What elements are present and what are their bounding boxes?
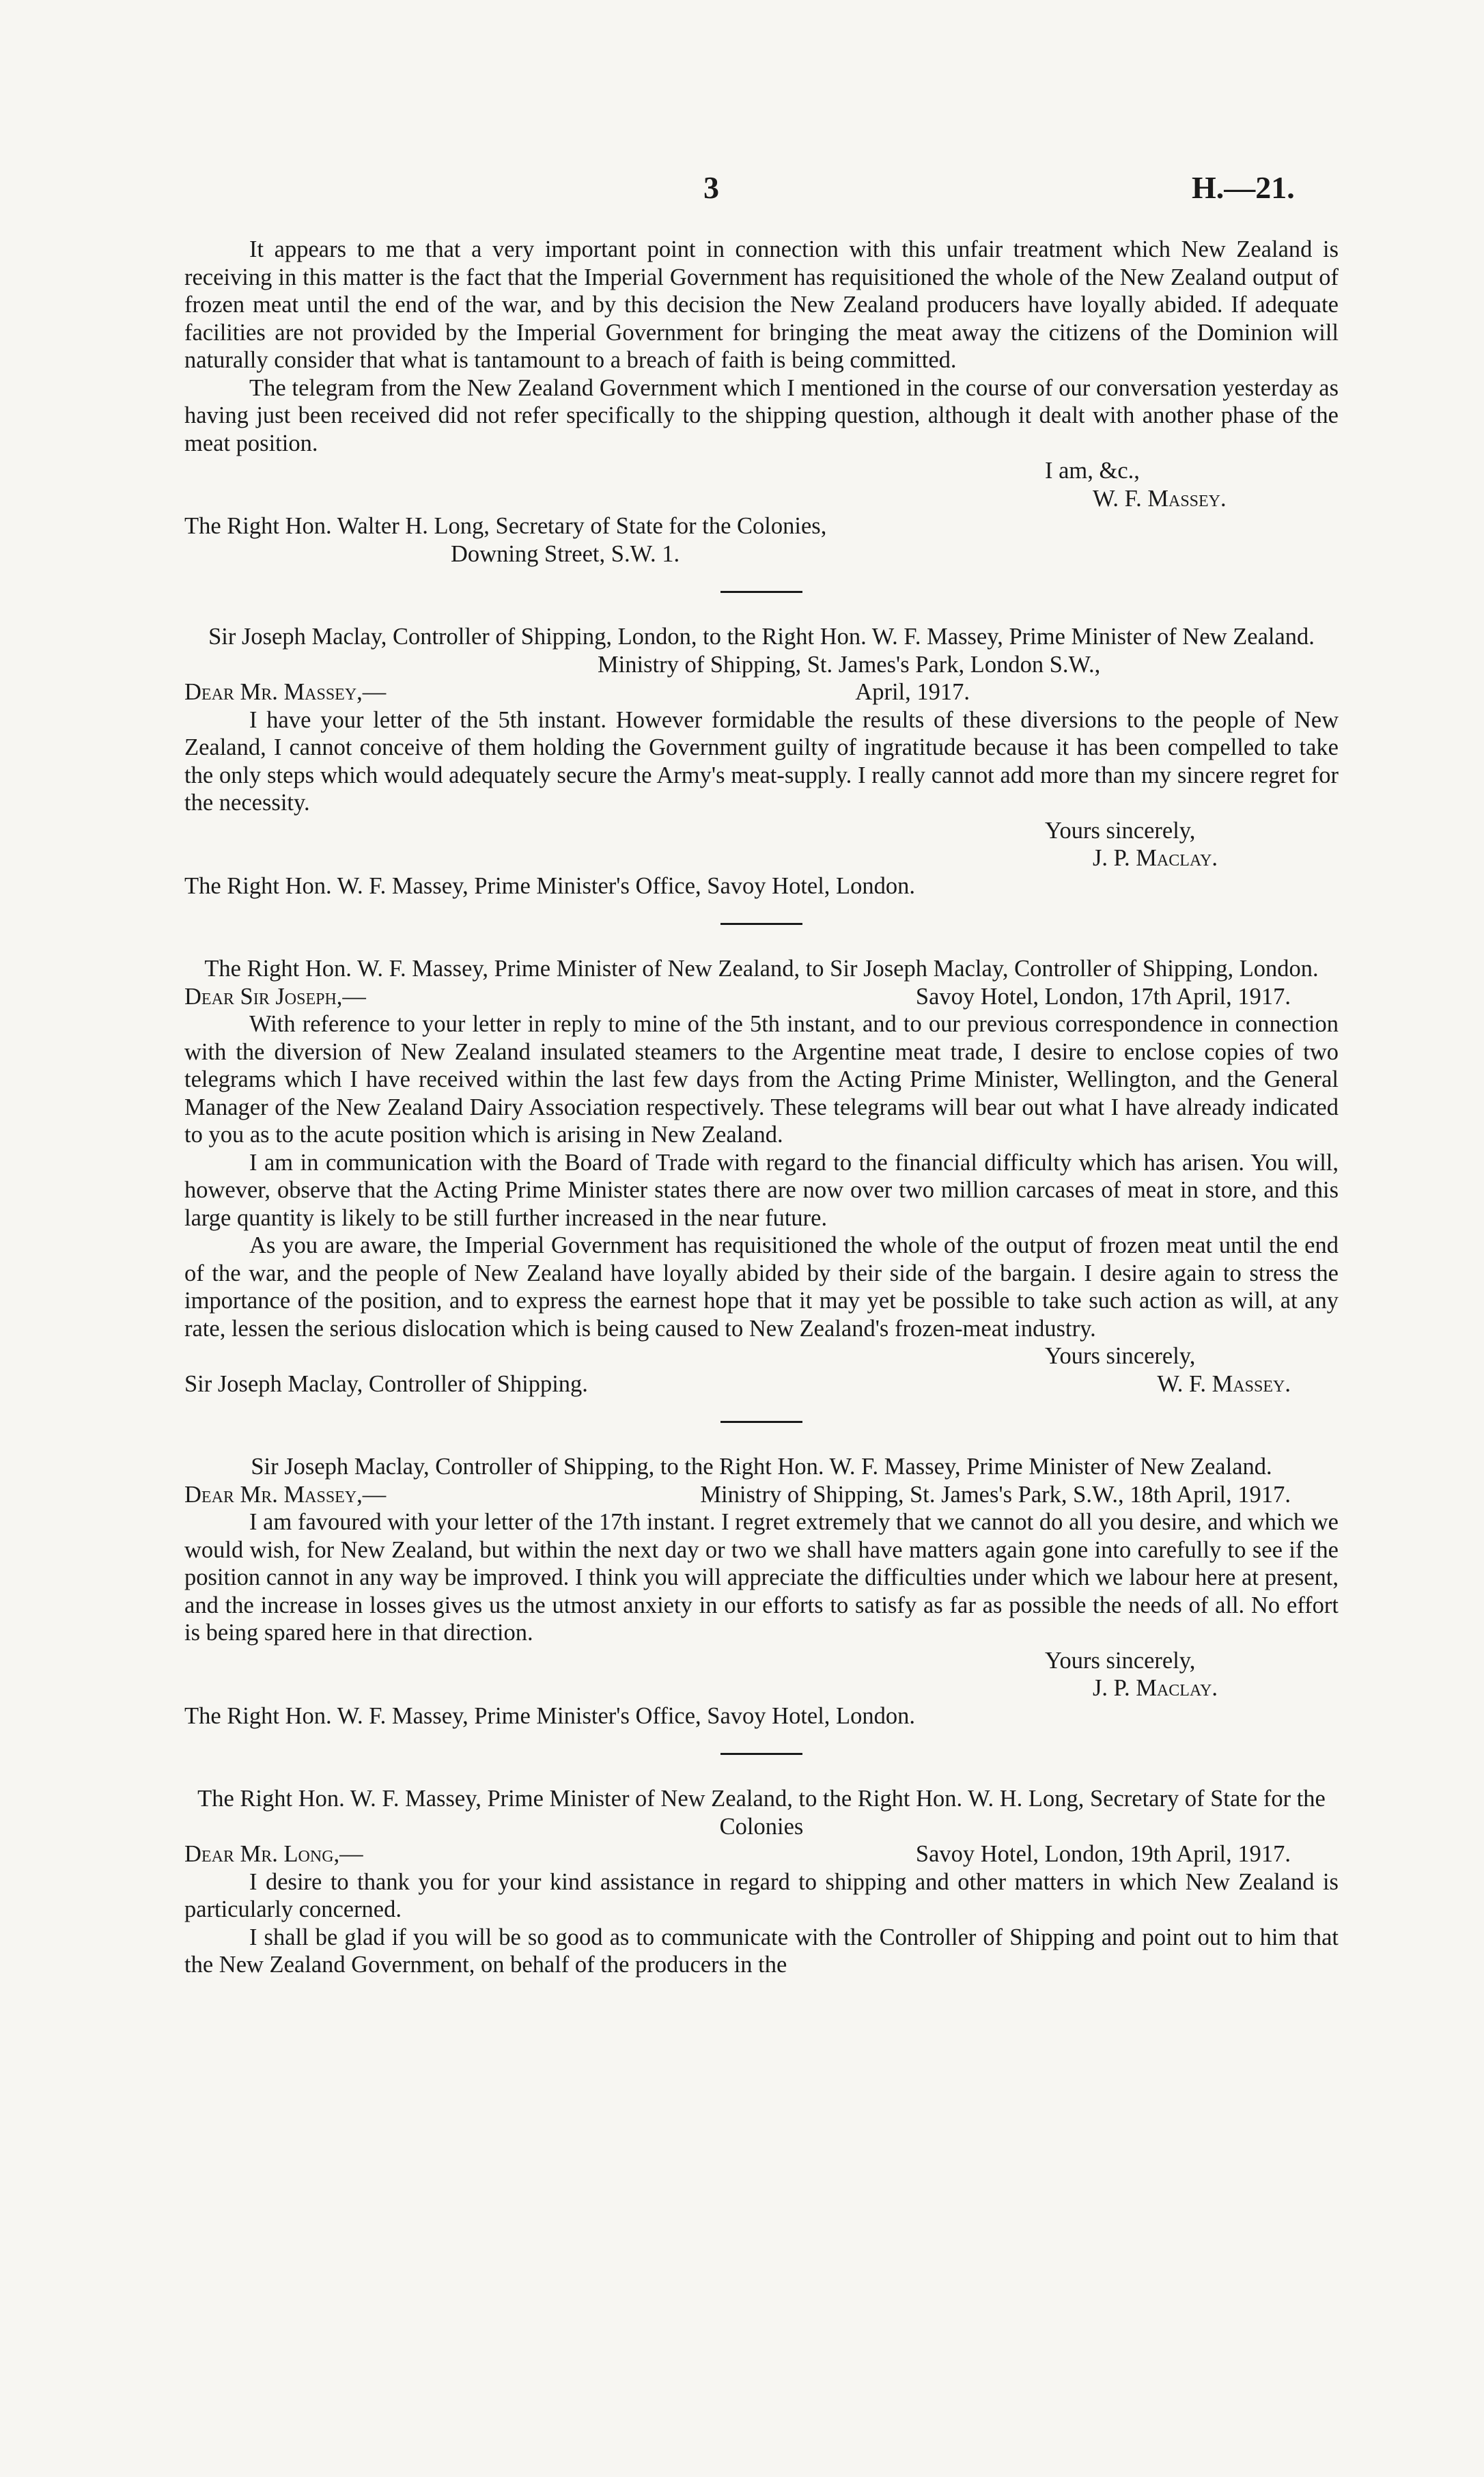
addressee-line: Downing Street, S.W. 1. [451, 540, 680, 567]
paragraph: It appears to me that a very important point in connection with this unfair treatment which New Zealand is receiving in this matter is the fact that the Imperial Government has requisitioned the whole of the New Zealand output of frozen meat until the end of the war, and by this decision the New Zealand producers have loyally abided. If adequate facilities are not provided by the Imperial Government for bringing the meat away the citizens of the Dominion will naturally consider that what is tantamount to a breach of faith is being committed. [184, 236, 1339, 373]
signature: J. P. Maclay. [1093, 1675, 1218, 1701]
letter-dateline: Savoy Hotel, London, 17th April, 1917. [915, 983, 1291, 1010]
paragraph: I have your letter of the 5th instant. However formidable the results of these diversions to the people of New Zealand, I cannot conceive of them holding the Government guilty of ingratitude because it has been compelled to take the only steps which would adequately secure the Army's meat-supply. I really cannot add more than my sincere regret for the necessity. [184, 706, 1339, 816]
addressee-line: The Right Hon. W. F. Massey, Prime Minister's Office, Savoy Hotel, London. [184, 1702, 916, 1729]
section-divider [720, 923, 802, 925]
letter-dateline: Ministry of Shipping, St. James's Park, S.W., 18th April, 1917. [700, 1481, 1291, 1508]
signature: W. F. Massey. [1093, 485, 1227, 512]
salutation: Dear Mr. Massey,— [184, 1481, 387, 1508]
letter-maclay-to-massey-18th [184, 1453, 1339, 1730]
section-divider [720, 1421, 802, 1423]
signature: J. P. Maclay. [1093, 845, 1218, 871]
paragraph: I am favoured with your letter of the 17th instant. I regret extremely that we cannot do all you desire, and which we would wish, for New Zealand, but within the next day or two we shall have matters again gone into carefully to see if the position cannot in any way be improved. I think you will appreciate the difficulties under which we labour here at present, and the increase in losses gives us the utmost anxiety in our efforts to satisfy as far as possible the needs of all. No effort is being spared here in that direction. [184, 1509, 1339, 1646]
salutation-line [184, 983, 1339, 1011]
addressee: Sir Joseph Maclay, Controller of Shipping. [184, 1370, 588, 1397]
salutation: Dear Sir Joseph,— [184, 983, 366, 1010]
letter-maclay-to-massey-april [184, 623, 1339, 900]
page-header [0, 169, 1484, 210]
page-body [184, 236, 1339, 1979]
letter-heading: Sir Joseph Maclay, Controller of Shipping, London, to the Right Hon. W. F. Massey, Prime Minister of New Zealand. [208, 624, 1315, 650]
closing: I am, &c., [1045, 458, 1140, 484]
letter-heading: The Right Hon. W. F. Massey, Prime Minister of New Zealand, to Sir Joseph Maclay, Controller of Shipping, London. [204, 956, 1319, 982]
letter-heading: The Right Hon. W. F. Massey, Prime Minister of New Zealand, to the Right Hon. W. H. Long, Secretary of State for the Colonies [197, 1786, 1326, 1840]
salutation-line [184, 678, 1339, 706]
addressee-line: The Right Hon. Walter H. Long, Secretary of State for the Colonies, [184, 513, 827, 539]
signoff-line [184, 1370, 1339, 1398]
section-divider [720, 1753, 802, 1755]
paragraph: As you are aware, the Imperial Government has requisitioned the whole of the output of frozen meat until the end of the war, and the people of New Zealand have loyally abided by their side of the bargain. I desire again to stress the importance of the position, and to express the earnest hope that it may yet be possible to take such action as will, at any rate, lessen the serious dislocation which is being caused to New Zealand's frozen-meat industry. [184, 1232, 1339, 1342]
closing: Yours sincerely, [1045, 1647, 1196, 1674]
salutation: Dear Mr. Long,— [184, 1841, 363, 1867]
salutation-line [184, 1481, 1339, 1509]
letter-heading: Sir Joseph Maclay, Controller of Shipping, to the Right Hon. W. F. Massey, Prime Minister of New Zealand. [251, 1454, 1272, 1480]
addressee-line: The Right Hon. W. F. Massey, Prime Minister's Office, Savoy Hotel, London. [184, 872, 916, 899]
section-divider [720, 591, 802, 593]
paragraph: I desire to thank you for your kind assistance in regard to shipping and other matters in which New Zealand is particularly concerned. [184, 1868, 1339, 1922]
salutation-line [184, 1840, 1339, 1868]
document-reference: H.—21. [1192, 170, 1295, 205]
closing: Yours sincerely, [1045, 1343, 1196, 1369]
paragraph: With reference to your letter in reply to mine of the 5th instant, and to our previous correspondence in connection with the diversion of New Zealand insulated steamers to the Argentine meat trade, I desire to enclose copies of two telegrams which I have received within the last few days from the Acting Prime Minister, Wellington, and the General Manager of the New Zealand Dairy Association respectively. These telegrams will bear out what I have already indicated to you as to the acute position which is arising in New Zealand. [184, 1011, 1339, 1148]
paragraph: I shall be glad if you will be so good as to communicate with the Controller of Shipping and point out to him that the New Zealand Government, on behalf of the producers in the [184, 1924, 1339, 1978]
closing: Yours sincerely, [1045, 817, 1196, 844]
page-number: 3 [703, 170, 719, 205]
paragraph: I am in communication with the Board of Trade with regard to the financial difficulty which has arisen. You will, however, observe that the Acting Prime Minister states there are now over two million carcases of meat in store, and this large quantity is likely to be still further increased in the near future. [184, 1149, 1339, 1231]
signature: W. F. Massey. [1157, 1370, 1291, 1397]
letter-dateline: Savoy Hotel, London, 19th April, 1917. [915, 1841, 1291, 1867]
sender-address: Ministry of Shipping, St. James's Park, London S.W., [598, 651, 1101, 678]
paragraph: The telegram from the New Zealand Government which I mentioned in the course of our conversation yesterday as having just been received did not refer specifically to the shipping question, although it dealt with another phase of the meat position. [184, 374, 1339, 456]
salutation: Dear Mr. Massey,— [184, 679, 387, 705]
letter-massey-to-long-19th [184, 1785, 1339, 1979]
letter-massey-to-long-end [184, 236, 1339, 568]
letter-massey-to-maclay-17th [184, 955, 1339, 1398]
letter-date: April, 1917. [855, 679, 970, 705]
